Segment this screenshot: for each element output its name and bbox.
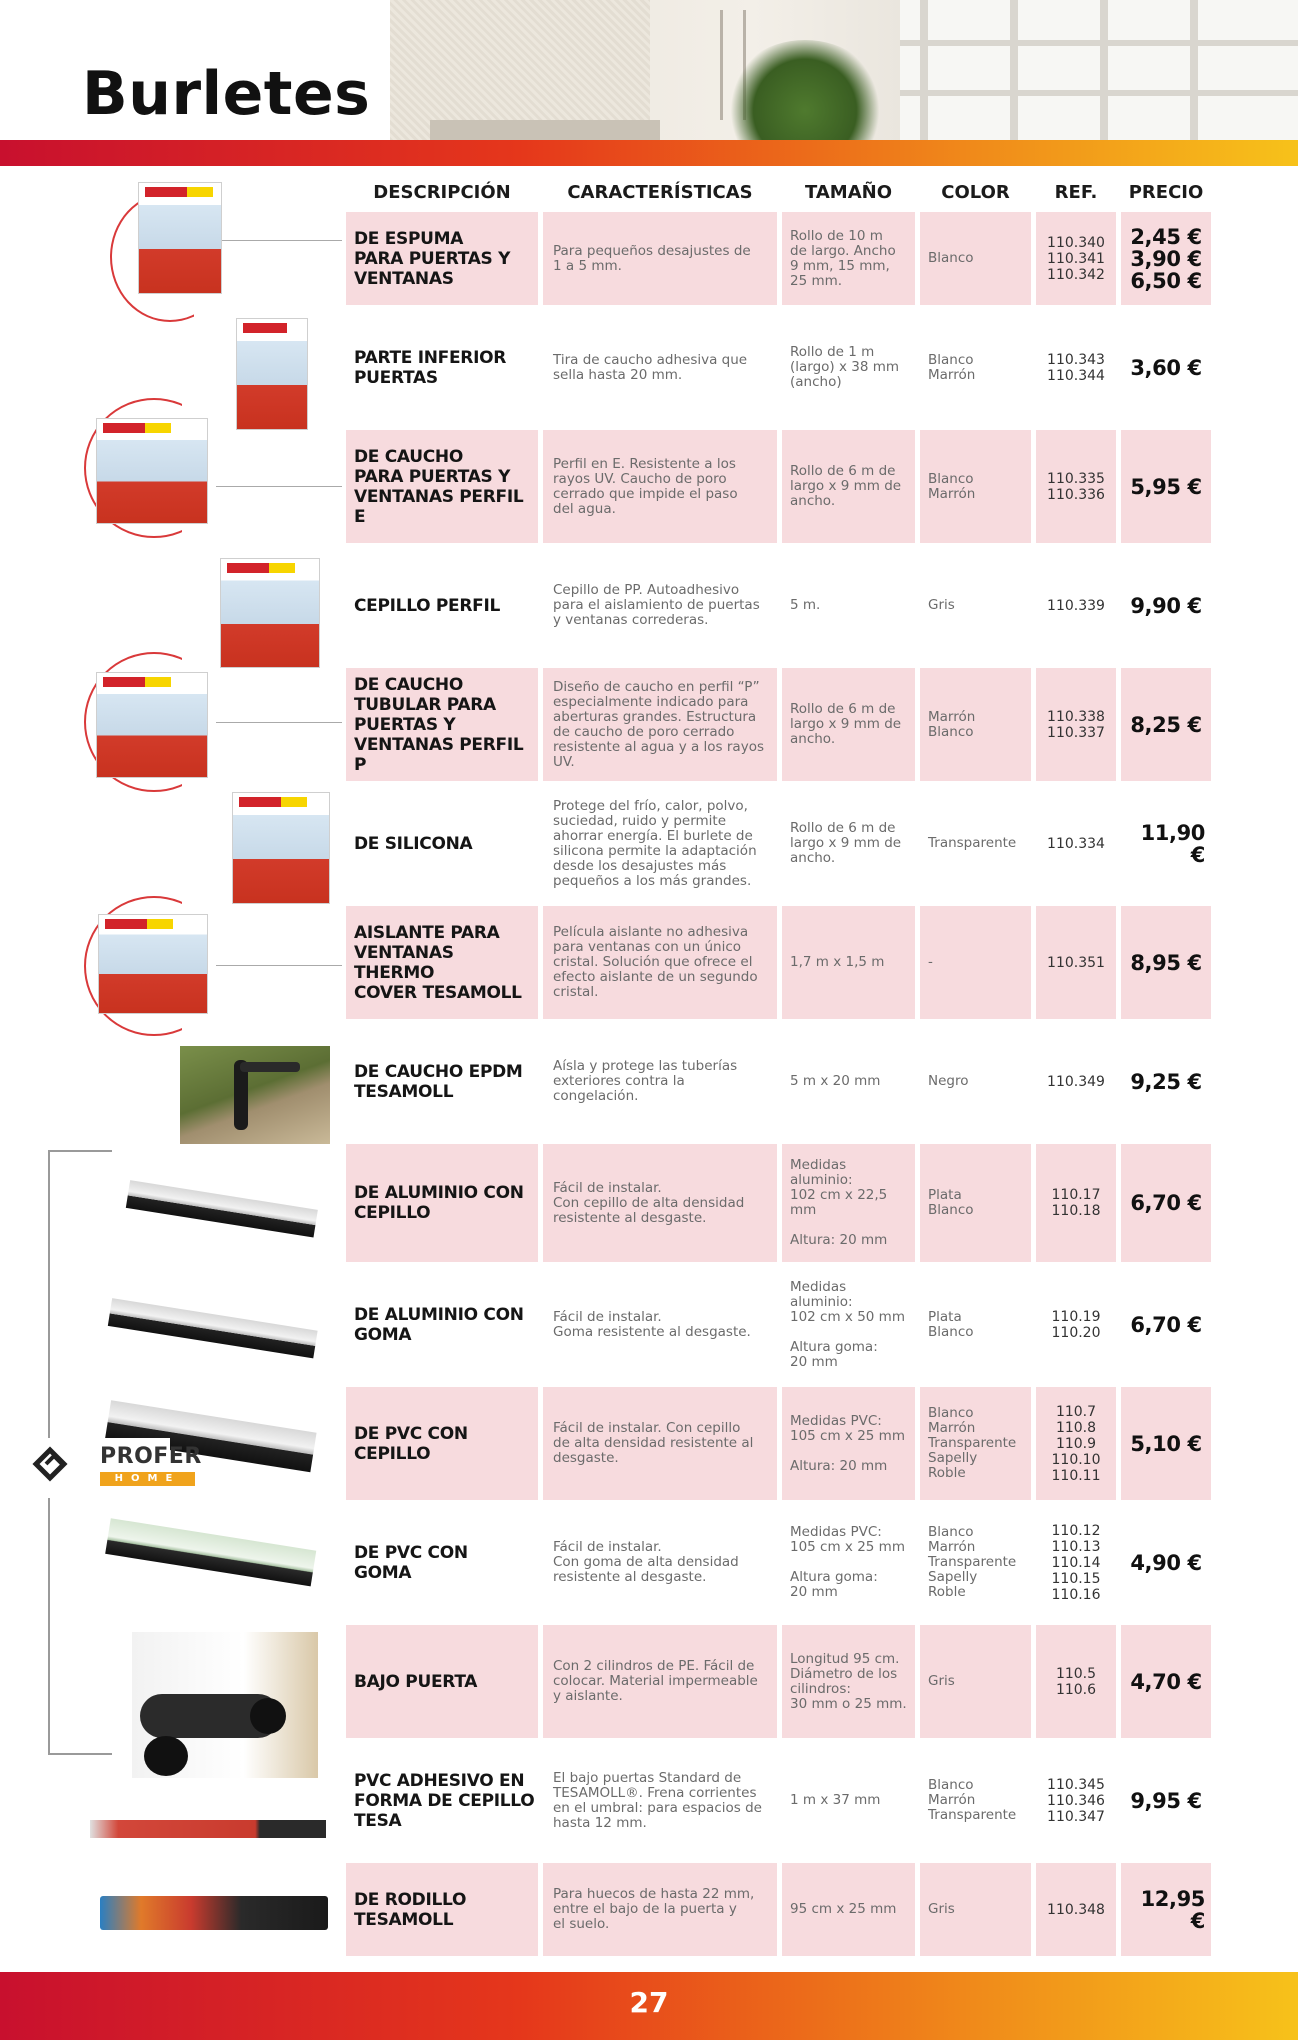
row-ref: 110.348 <box>1047 1901 1105 1918</box>
row-size: Medidas aluminio: 102 cm x 22,5 mm Altura: 20 mm <box>790 1157 888 1248</box>
header-ref: REF. <box>1054 182 1098 203</box>
row-price: 8,95 € <box>1130 950 1202 975</box>
row-ref: 110.340 110.341 110.342 <box>1047 234 1105 283</box>
row-description: BAJO PUERTA <box>354 1671 478 1692</box>
row-price: 5,10 € <box>1130 1431 1202 1456</box>
row-description: DE PVC CON CEPILLO <box>354 1423 468 1464</box>
product-image-bajo-puerta <box>132 1632 318 1778</box>
header-photo <box>390 0 1298 158</box>
row-size: Medidas PVC: 105 cm x 25 mm Altura: 20 mm <box>790 1412 905 1474</box>
row-price: 4,90 € <box>1130 1550 1202 1575</box>
row-size: Rollo de 10 m de largo. Ancho 9 mm, 15 mm, 25 mm. <box>790 227 896 289</box>
leader-line <box>216 486 342 487</box>
row-size: Medidas PVC: 105 cm x 25 mm Altura goma: 20 mm <box>790 1524 905 1600</box>
row-color: Negro <box>928 1073 969 1089</box>
row-description: DE PVC CON GOMA <box>354 1542 468 1583</box>
product-image-pvc-adhesivo <box>90 1820 326 1838</box>
page-title: Burletes <box>82 59 371 129</box>
profer-logo-sub: HOME <box>100 1472 195 1486</box>
table-row <box>0 549 1298 662</box>
row-color: Blanco <box>928 250 974 266</box>
row-size: 1 m x 37 mm <box>790 1792 881 1808</box>
row-description: PVC ADHESIVO EN FORMA DE CEPILLO TESA <box>354 1770 535 1831</box>
row-features: Protege del frío, calor, polvo, suciedad, ruido y permite ahorrar energía. El burlete de silicona permite la adaptación desde los desajustes más pequeños a los más grandes. <box>553 797 757 889</box>
row-size: 95 cm x 25 mm <box>790 1901 897 1917</box>
row-features: Fácil de instalar. Goma resistente al desgaste. <box>553 1308 751 1340</box>
row-features: Fácil de instalar. Con cepillo de alta densidad resistente al desgaste. <box>553 1179 745 1226</box>
row-price: 6,70 € <box>1130 1312 1202 1337</box>
row-ref: 110.335 110.336 <box>1047 470 1105 503</box>
row-color: Marrón Blanco <box>928 708 976 740</box>
row-features: El bajo puertas Standard de TESAMOLL®. Frena corrientes en el umbral: para espacios de hasta 12 mm. <box>553 1769 762 1831</box>
row-size: Rollo de 6 m de largo x 9 mm de ancho. <box>790 701 902 747</box>
row-color: Blanco Marrón Transparente Sapelly Roble <box>928 1405 1017 1481</box>
profer-logo <box>30 1438 202 1498</box>
page-number: 27 <box>629 1986 669 2019</box>
product-image-espuma <box>138 182 222 294</box>
row-price: 5,95 € <box>1130 474 1202 499</box>
row-price: 2,45 € 3,90 € 6,50 € <box>1130 224 1202 293</box>
row-size: 1,7 m x 1,5 m <box>790 954 885 970</box>
row-price: 12,95 € <box>1140 1886 1205 1933</box>
row-color: Gris <box>928 597 955 613</box>
header-tamano: TAMAÑO <box>804 182 893 203</box>
row-ref: 110.19 110.20 <box>1051 1308 1101 1341</box>
row-features: Película aislante no adhesiva para ventanas con un único cristal. Solución que ofrece el efecto aislante de un segundo cristal. <box>553 924 758 1000</box>
product-image-perfil-e <box>96 418 208 524</box>
header-precio: PRECIO <box>1128 182 1204 203</box>
product-image-parte-inferior <box>236 318 308 430</box>
row-size: Rollo de 6 m de largo x 9 mm de ancho. <box>790 463 902 509</box>
row-features: Fácil de instalar. Con goma de alta densidad resistente al desgaste. <box>553 1539 739 1585</box>
leader-line <box>216 722 342 723</box>
product-image-cepillo-perfil <box>220 558 320 668</box>
row-description: DE CAUCHO PARA PUERTAS Y VENTANAS PERFIL E <box>354 446 524 527</box>
row-color: - <box>928 954 933 970</box>
row-size: Rollo de 1 m (largo) x 38 mm (ancho) <box>790 344 900 390</box>
row-ref: 110.338 110.337 <box>1047 708 1105 741</box>
row-description: DE ALUMINIO CON GOMA <box>354 1304 524 1345</box>
leader-line <box>216 965 342 966</box>
row-ref: 110.349 <box>1047 1073 1105 1090</box>
row-features: Para huecos de hasta 22 mm, entre el bajo de la puerta y el suelo. <box>553 1886 755 1932</box>
row-ref: 110.339 <box>1047 597 1105 614</box>
product-image-thermo-cover <box>98 914 208 1014</box>
row-price: 9,95 € <box>1130 1788 1202 1813</box>
product-image-epdm <box>180 1046 330 1144</box>
row-size: Longitud 95 cm. Diámetro de los cilindros: 30 mm o 25 mm. <box>790 1650 907 1712</box>
row-description: DE CAUCHO TUBULAR PARA PUERTAS Y VENTANAS PERFIL P <box>354 674 524 775</box>
row-features: Diseño de caucho en perfil “P” especialmente indicado para aberturas grandes. Estructura de caucho de poro cerrado resistente al agua y a los rayos UV. <box>553 678 764 770</box>
table-row <box>0 787 1298 900</box>
row-features: Aísla y protege las tuberías exteriores contra la congelación. <box>553 1058 738 1104</box>
profer-logo-icon <box>32 1444 72 1484</box>
row-price: 9,25 € <box>1130 1069 1202 1094</box>
row-price: 11,90 € <box>1140 820 1205 867</box>
product-image-perfil-p <box>96 672 208 778</box>
row-description: DE ALUMINIO CON CEPILLO <box>354 1183 524 1223</box>
row-features: Perfil en E. Resistente a los rayos UV. Caucho de poro cerrado que impide el paso del agua. <box>553 455 738 517</box>
row-ref: 110.351 <box>1047 954 1105 971</box>
row-color: Blanco Marrón <box>928 351 976 383</box>
product-image-rodillo <box>100 1896 328 1930</box>
row-price: 6,70 € <box>1130 1191 1202 1215</box>
row-ref: 110.7 110.8 110.9 110.10 110.11 <box>1051 1403 1101 1484</box>
row-description: DE RODILLO TESAMOLL <box>354 1889 467 1930</box>
row-color: Plata Blanco <box>928 1308 974 1340</box>
header-color: COLOR <box>941 182 1010 203</box>
row-ref: 110.5 110.6 <box>1055 1665 1097 1698</box>
row-size: Rollo de 6 m de largo x 9 mm de ancho. <box>790 820 902 866</box>
row-color: Gris <box>928 1901 955 1917</box>
row-ref: 110.343 110.344 <box>1047 351 1105 384</box>
row-features: Cepillo de PP. Autoadhesivo para el aislamiento de puertas y ventanas correderas. <box>553 582 760 628</box>
profer-logo-name: PROFER <box>100 1444 202 1469</box>
row-description: DE SILICONA <box>354 833 473 854</box>
row-description: CEPILLO PERFIL <box>354 595 501 616</box>
row-features: Para pequeños desajustes de 1 a 5 mm. <box>553 242 751 274</box>
row-price: 8,25 € <box>1130 712 1202 737</box>
row-color: Blanco Marrón Transparente <box>928 1777 1017 1823</box>
table-row <box>0 311 1298 424</box>
row-color: Blanco Marrón <box>928 470 976 502</box>
row-ref: 110.12 110.13 110.14 110.15 110.16 <box>1051 1522 1101 1603</box>
row-size: Medidas aluminio: 102 cm x 50 mm Altura goma: 20 mm <box>790 1278 905 1370</box>
row-ref: 110.17 110.18 <box>1051 1187 1101 1219</box>
row-features: Fácil de instalar. Con cepillo de alta densidad resistente al desgaste. <box>553 1420 754 1466</box>
row-ref: 110.334 <box>1047 835 1105 852</box>
row-description: PARTE INFERIOR PUERTAS <box>354 347 507 388</box>
row-color: Blanco Marrón Transparente Sapelly Roble <box>928 1524 1017 1600</box>
row-description: AISLANTE PARA VENTANAS THERMO COVER TESAMOLL <box>354 922 522 1003</box>
row-price: 3,60 € <box>1130 355 1202 380</box>
row-price: 4,70 € <box>1130 1669 1202 1694</box>
row-ref: 110.345 110.346 110.347 <box>1047 1776 1105 1825</box>
row-features: Tira de caucho adhesiva que sella hasta 20 mm. <box>553 351 748 383</box>
row-size: 5 m x 20 mm <box>790 1073 881 1089</box>
header-descripcion: DESCRIPCIÓN <box>373 182 511 203</box>
header-color-bar <box>0 140 1298 166</box>
row-color: Transparente <box>928 835 1017 851</box>
product-image-silicona <box>232 792 330 904</box>
row-features: Con 2 cilindros de PE. Fácil de colocar. Material impermeable y aislante. <box>553 1658 758 1704</box>
leader-line <box>222 240 342 241</box>
row-color: Gris <box>928 1673 955 1689</box>
row-size: 5 m. <box>790 597 821 613</box>
header-caracteristicas: CARACTERÍSTICAS <box>567 182 753 203</box>
row-price: 9,90 € <box>1130 593 1202 618</box>
row-description: DE CAUCHO EPDM TESAMOLL <box>354 1061 523 1102</box>
row-color: Plata Blanco <box>928 1187 974 1218</box>
row-description: DE ESPUMA PARA PUERTAS Y VENTANAS <box>354 228 511 289</box>
